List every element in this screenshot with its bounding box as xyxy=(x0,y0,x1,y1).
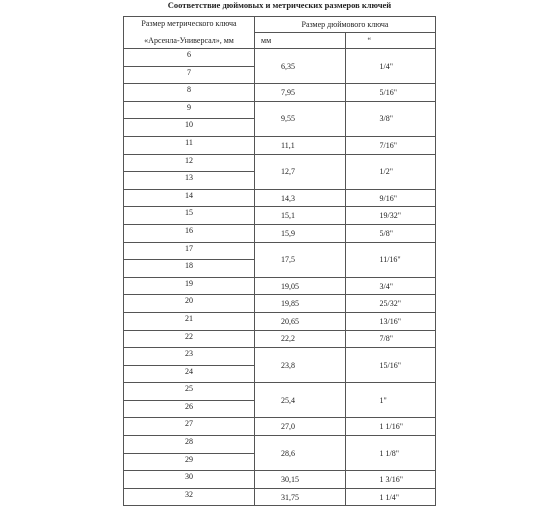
metric-cell: 17 xyxy=(124,242,255,260)
inch-cell: 15/16" xyxy=(345,348,436,383)
metric-cell: 18 xyxy=(124,260,255,278)
conversion-sheet xyxy=(123,0,436,503)
metric-cell: 20 xyxy=(124,295,255,313)
metric-cell: 26 xyxy=(124,400,255,418)
metric-cell: 12 xyxy=(124,154,255,172)
metric-header-line2: «Арсенла-Универсал», мм xyxy=(144,36,234,45)
inch-cell: 3/8" xyxy=(345,101,436,136)
inch-cell: 1/4" xyxy=(345,49,436,84)
metric-cell: 27 xyxy=(124,418,255,436)
metric-cell: 22 xyxy=(124,330,255,348)
mm-cell: 12,7 xyxy=(255,154,346,189)
mm-cell: 15,1 xyxy=(255,207,346,225)
metric-cell: 28 xyxy=(124,436,255,454)
metric-header-line1: Размер метрического ключа xyxy=(141,19,237,28)
inch-cell: 7/8" xyxy=(345,330,436,348)
wrench-size-table xyxy=(123,16,436,506)
inch-cell: 19/32" xyxy=(345,207,436,225)
metric-size-header xyxy=(124,17,255,49)
mm-cell: 9,55 xyxy=(255,101,346,136)
metric-cell: 6 xyxy=(124,49,255,67)
metric-cell: 29 xyxy=(124,453,255,471)
inch-cell: 1 1/8" xyxy=(345,436,436,471)
metric-cell: 10 xyxy=(124,119,255,137)
inch-cell: 11/16" xyxy=(345,242,436,277)
inch-cell: 1/2" xyxy=(345,154,436,189)
inch-cell: 1 1/4" xyxy=(345,488,436,506)
mm-cell: 11,1 xyxy=(255,136,346,154)
inch-cell: 5/16" xyxy=(345,84,436,102)
metric-cell: 30 xyxy=(124,471,255,489)
metric-cell: 14 xyxy=(124,189,255,207)
mm-cell: 20,65 xyxy=(255,312,346,330)
metric-cell: 13 xyxy=(124,172,255,190)
inch-cell: 7/16" xyxy=(345,136,436,154)
mm-cell: 30,15 xyxy=(255,471,346,489)
mm-cell: 14,3 xyxy=(255,189,346,207)
mm-cell: 23,8 xyxy=(255,348,346,383)
mm-cell: 28,6 xyxy=(255,436,346,471)
mm-cell: 19,05 xyxy=(255,277,346,295)
mm-column-header: мм xyxy=(255,33,346,49)
metric-cell: 25 xyxy=(124,383,255,401)
inch-cell: 25/32" xyxy=(345,295,436,313)
metric-cell: 9 xyxy=(124,101,255,119)
inch-cell: 1 1/16" xyxy=(345,418,436,436)
inch-column-header: “ xyxy=(345,33,436,49)
mm-cell: 22,2 xyxy=(255,330,346,348)
mm-cell: 25,4 xyxy=(255,383,346,418)
mm-cell: 15,9 xyxy=(255,224,346,242)
table-title: Соответствие дюймовых и метрических размеров ключей xyxy=(167,0,392,10)
inch-cell: 13/16" xyxy=(345,312,436,330)
metric-cell: 11 xyxy=(124,136,255,154)
mm-cell: 19,85 xyxy=(255,295,346,313)
mm-cell: 17,5 xyxy=(255,242,346,277)
metric-cell: 23 xyxy=(124,348,255,366)
inch-cell: 9/16" xyxy=(345,189,436,207)
inch-cell: 1" xyxy=(345,383,436,418)
metric-cell: 15 xyxy=(124,207,255,225)
metric-cell: 16 xyxy=(124,224,255,242)
metric-cell: 24 xyxy=(124,365,255,383)
inch-cell: 5/8" xyxy=(345,224,436,242)
inch-cell: 3/4" xyxy=(345,277,436,295)
metric-cell: 8 xyxy=(124,84,255,102)
mm-cell: 6,35 xyxy=(255,49,346,84)
mm-cell: 31,75 xyxy=(255,488,346,506)
mm-cell: 7,95 xyxy=(255,84,346,102)
inch-size-header: Размер дюймового ключа xyxy=(255,17,436,33)
inch-cell: 1 3/16" xyxy=(345,471,436,489)
metric-cell: 21 xyxy=(124,312,255,330)
metric-cell: 19 xyxy=(124,277,255,295)
mm-cell: 27,0 xyxy=(255,418,346,436)
metric-cell: 32 xyxy=(124,488,255,506)
metric-cell: 7 xyxy=(124,66,255,84)
